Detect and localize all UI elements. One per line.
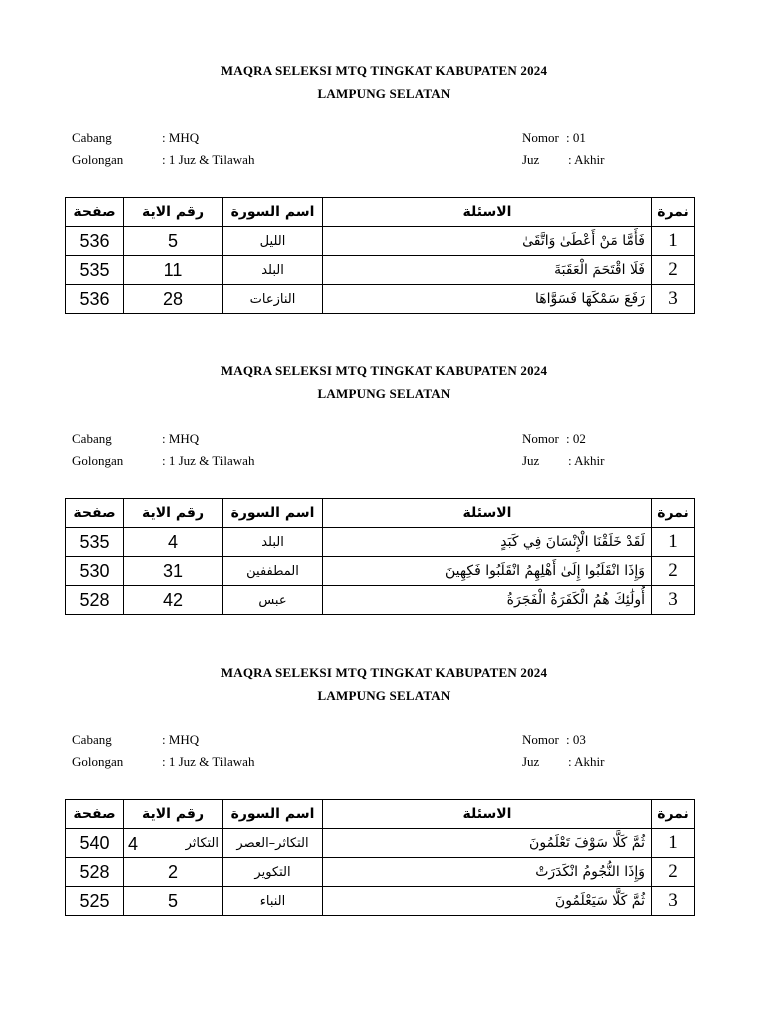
number-cell: 3 xyxy=(652,887,695,916)
juz-label: Juz xyxy=(522,152,540,167)
surah-cell: التكوير xyxy=(223,858,323,887)
number-cell: 2 xyxy=(652,858,695,887)
surah-cell: التكاثر–العصر xyxy=(223,829,323,858)
golongan-value: : 1 Juz & Tilawah xyxy=(162,453,255,468)
page-cell: 535 xyxy=(66,256,124,285)
header-surah: اسم السورة xyxy=(223,198,323,227)
cabang-label: Cabang xyxy=(72,130,112,145)
table-row xyxy=(66,829,695,858)
header-page: صفحة xyxy=(66,198,124,227)
number-cell: 3 xyxy=(652,586,695,615)
header-question: الاسئلة xyxy=(323,499,652,528)
question-cell: ثُمَّ كَلَّا سَيَعْلَمُونَ xyxy=(323,887,652,916)
question-table xyxy=(65,498,695,615)
number-cell: 2 xyxy=(652,256,695,285)
header-number: نمرة xyxy=(652,499,695,528)
section-3-title: MAQRA SELEKSI MTQ TINGKAT KABUPATEN 2024 xyxy=(220,665,548,680)
ayah-cell: 42 xyxy=(124,586,223,615)
table-row xyxy=(66,528,695,557)
table-header xyxy=(66,800,695,829)
nomor-value: : 02 xyxy=(566,431,586,446)
header-page: صفحة xyxy=(66,499,124,528)
juz-value: : Akhir xyxy=(568,453,605,468)
golongan-label: Golongan xyxy=(72,152,124,167)
page-cell: 536 xyxy=(66,227,124,256)
page-cell: 525 xyxy=(66,887,124,916)
nomor-value: : 03 xyxy=(566,732,586,747)
cabang-value: : MHQ xyxy=(162,130,200,145)
table-row xyxy=(66,256,695,285)
ayah-cell: 28 xyxy=(124,285,223,314)
page-cell: 540 xyxy=(66,829,124,858)
cabang-value: : MHQ xyxy=(162,431,200,446)
section-3-subtitle: LAMPUNG SELATAN xyxy=(317,688,451,703)
table-header xyxy=(66,198,695,227)
cabang-value: : MHQ xyxy=(162,732,200,747)
surah-cell: البلد xyxy=(223,256,323,285)
header-number: نمرة xyxy=(652,800,695,829)
table-row xyxy=(66,557,695,586)
header-surah: اسم السورة xyxy=(223,800,323,829)
nomor-label: Nomor xyxy=(522,732,559,747)
header-ayah: رقم الاية xyxy=(124,198,223,227)
ayah-surah-extra: التكاثر xyxy=(185,836,219,851)
juz-label: Juz xyxy=(522,754,540,769)
ayah-cell: 5 xyxy=(124,227,223,256)
question-cell: أُولَٰئِكَ هُمُ الْكَفَرَةُ الْفَجَرَةُ xyxy=(323,586,652,615)
number-cell: 1 xyxy=(652,829,695,858)
section-1-subtitle: LAMPUNG SELATAN xyxy=(317,86,451,101)
ayah-cell xyxy=(124,829,223,858)
ayah-cell: 4 xyxy=(124,528,223,557)
header-number: نمرة xyxy=(652,198,695,227)
question-cell: فَلَا اقْتَحَمَ الْعَقَبَةَ xyxy=(323,256,652,285)
page-cell: 535 xyxy=(66,528,124,557)
surah-cell: عبس xyxy=(223,586,323,615)
page-cell: 536 xyxy=(66,285,124,314)
surah-cell: المطففين xyxy=(223,557,323,586)
number-cell: 1 xyxy=(652,227,695,256)
ayah-cell: 5 xyxy=(124,887,223,916)
number-cell: 1 xyxy=(652,528,695,557)
question-cell: وَإِذَا النُّجُومُ انْكَدَرَتْ xyxy=(323,858,652,887)
ayah-cell: 2 xyxy=(124,858,223,887)
ayah-cell: 31 xyxy=(124,557,223,586)
header-page: صفحة xyxy=(66,800,124,829)
header-ayah: رقم الاية xyxy=(124,499,223,528)
header-surah: اسم السورة xyxy=(223,499,323,528)
question-cell: رَفَعَ سَمْكَهَا فَسَوَّاهَا xyxy=(323,285,652,314)
juz-value: : Akhir xyxy=(568,152,605,167)
section-2-subtitle: LAMPUNG SELATAN xyxy=(317,386,451,401)
surah-cell: البلد xyxy=(223,528,323,557)
nomor-label: Nomor xyxy=(522,431,559,446)
cabang-label: Cabang xyxy=(72,431,112,446)
page-cell: 528 xyxy=(66,858,124,887)
page-cell: 528 xyxy=(66,586,124,615)
nomor-value: : 01 xyxy=(566,130,586,145)
nomor-label: Nomor xyxy=(522,130,559,145)
golongan-value: : 1 Juz & Tilawah xyxy=(162,152,255,167)
table-row xyxy=(66,285,695,314)
surah-cell: النازعات xyxy=(223,285,323,314)
header-question: الاسئلة xyxy=(323,198,652,227)
surah-cell: النباء xyxy=(223,887,323,916)
table-header xyxy=(66,499,695,528)
golongan-label: Golongan xyxy=(72,453,124,468)
number-cell: 3 xyxy=(652,285,695,314)
table-row xyxy=(66,858,695,887)
table-row xyxy=(66,887,695,916)
table-row xyxy=(66,227,695,256)
ayah-value: 4 xyxy=(128,834,139,854)
table-row xyxy=(66,586,695,615)
number-cell: 2 xyxy=(652,557,695,586)
question-cell: فَأَمَّا مَنْ أَعْطَىٰ وَاتَّقَىٰ xyxy=(323,227,652,256)
header-ayah: رقم الاية xyxy=(124,800,223,829)
cabang-label: Cabang xyxy=(72,732,112,747)
surah-cell: الليل xyxy=(223,227,323,256)
section-1-title: MAQRA SELEKSI MTQ TINGKAT KABUPATEN 2024 xyxy=(220,63,548,78)
header-question: الاسئلة xyxy=(323,800,652,829)
question-table xyxy=(65,799,695,916)
section-2-title: MAQRA SELEKSI MTQ TINGKAT KABUPATEN 2024 xyxy=(220,363,548,378)
golongan-value: : 1 Juz & Tilawah xyxy=(162,754,255,769)
question-cell: وَإِذَا انْقَلَبُوا إِلَىٰ أَهْلِهِمُ انْقَلَبُوا فَكِهِينَ xyxy=(323,557,652,586)
ayah-cell: 11 xyxy=(124,256,223,285)
golongan-label: Golongan xyxy=(72,754,124,769)
juz-label: Juz xyxy=(522,453,540,468)
question-cell: ثُمَّ كَلَّا سَوْفَ تَعْلَمُونَ xyxy=(323,829,652,858)
question-table xyxy=(65,197,695,314)
juz-value: : Akhir xyxy=(568,754,605,769)
question-cell: لَقَدْ خَلَقْنَا الْإِنْسَانَ فِي كَبَدٍ xyxy=(323,528,652,557)
page-cell: 530 xyxy=(66,557,124,586)
